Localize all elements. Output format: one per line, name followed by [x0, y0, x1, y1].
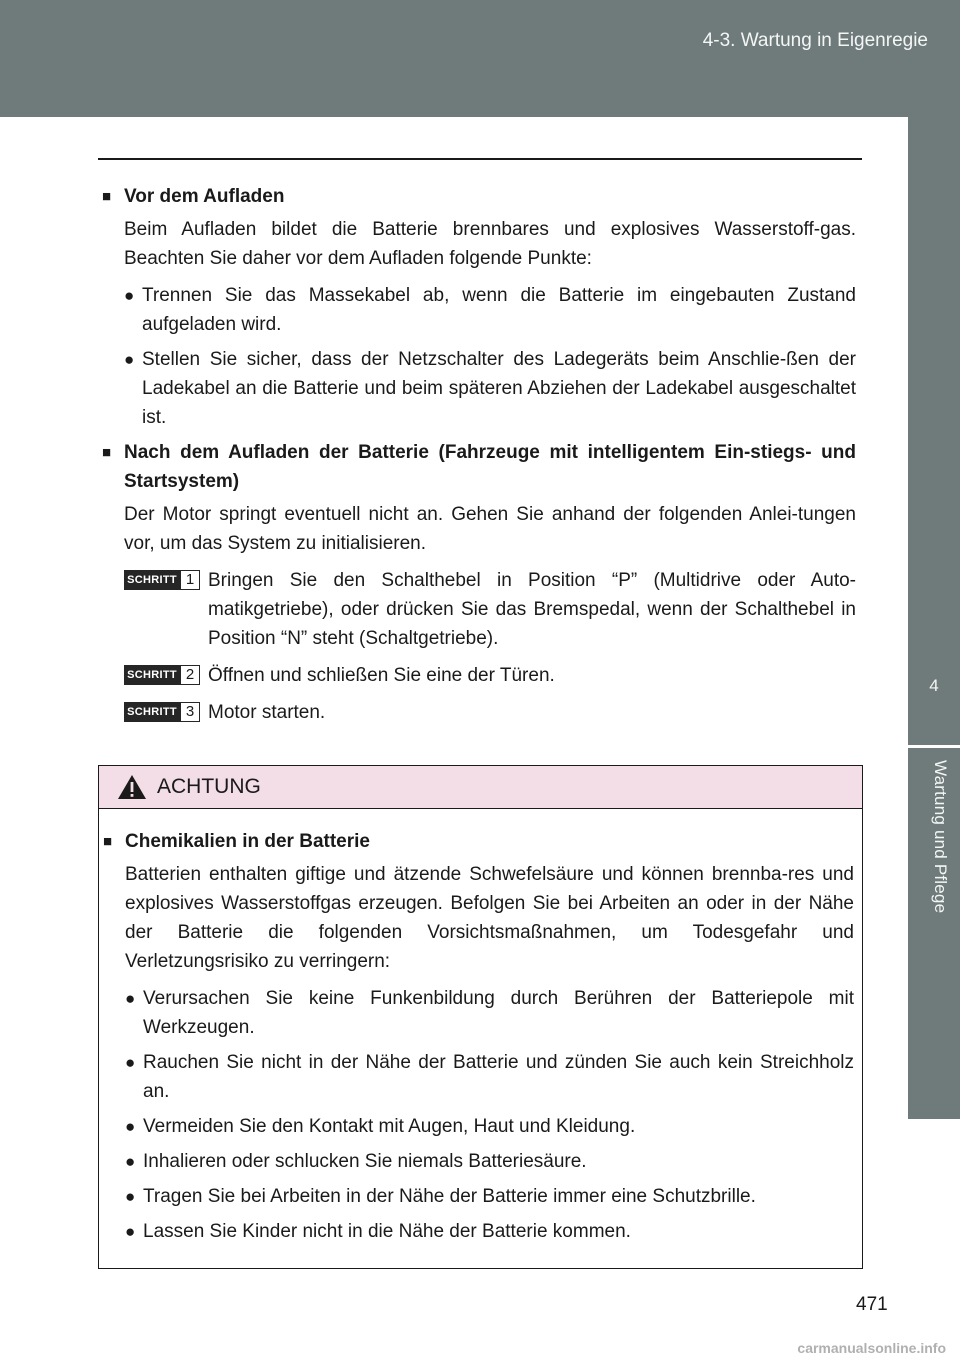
bullet-dot-icon: ●: [124, 350, 135, 369]
section-heading-before-charging: ■ Vor dem Aufladen: [102, 182, 856, 211]
main-content: [102, 182, 856, 735]
square-bullet-icon: ■: [102, 188, 112, 205]
watermark: carmanualsonline.info: [797, 1340, 946, 1356]
side-tab-number: 4: [929, 676, 939, 695]
step-item: SCHRITT 3 Motor starten.: [124, 698, 856, 727]
bullet-dot-icon: ●: [125, 1152, 136, 1171]
bullet-dot-icon: ●: [125, 989, 136, 1008]
chapter-title: 4-3. Wartung in Eigenregie: [702, 30, 928, 51]
square-bullet-icon: ■: [102, 444, 112, 461]
step-item: SCHRITT 1 Bringen Sie den Schalthebel in Position “P” (Multidrive oder Auto-matikgetriebe), oder drücken Sie das Bremspedal, wenn der Schalthebel in Position “N” steht (Schaltgetriebe).: [124, 566, 856, 653]
step-badge: SCHRITT 3: [124, 702, 200, 722]
bullet-list: [124, 281, 856, 432]
page-header: [0, 0, 960, 117]
section-text: Beim Aufladen bildet die Batterie brennbares und explosives Wasserstoff-gas. Beachten Sie daher vor dem Aufladen folgende Punkte:: [124, 219, 856, 269]
warning-triangle-icon: [117, 774, 147, 800]
list-item: ● Lassen Sie Kinder nicht in die Nähe der Batterie kommen.: [125, 1217, 854, 1246]
step-badge: SCHRITT 2: [124, 665, 200, 685]
list-item: ● Vermeiden Sie den Kontakt mit Augen, Haut und Kleidung.: [125, 1112, 854, 1141]
top-rule: [98, 158, 862, 160]
warning-header: [99, 766, 862, 809]
bullet-dot-icon: ●: [125, 1117, 136, 1136]
step-list: [124, 566, 856, 727]
section-heading-after-charging: ■ Nach dem Aufladen der Batterie (Fahrzeuge mit intelligentem Ein-stiegs- und Startsystem): [102, 438, 856, 496]
bullet-dot-icon: ●: [125, 1053, 136, 1072]
list-item: ● Inhalieren oder schlucken Sie niemals Batteriesäure.: [125, 1147, 854, 1176]
warning-heading: ■ Chemikalien in der Batterie: [103, 827, 854, 856]
warning-text: Batterien enthalten giftige und ätzende Schwefelsäure und können brennba-res und explosives Wasserstoffgas erzeugen. Befolgen Sie bei Arbeiten an oder in der Nähe der Batterie die folgenden Vorsichtsmaßnahmen, um Todesgefahr und Verletzungsrisiko zu verringern:: [125, 864, 854, 972]
list-item: ● Stellen Sie sicher, dass der Netzschalter des Ladegeräts beim Anschlie-ßen der Ladekabel an die Batterie und beim späteren Abziehen der Ladekabel ausgeschaltet ist.: [124, 345, 856, 432]
section-text: Der Motor springt eventuell nicht an. Gehen Sie anhand der folgenden Anlei-tungen vor, um das System zu initialisieren.: [124, 504, 856, 554]
bullet-dot-icon: ●: [124, 286, 135, 305]
list-item: ● Verursachen Sie keine Funkenbildung durch Berühren der Batteriepole mit Werkzeugen.: [125, 984, 854, 1042]
step-item: SCHRITT 2 Öffnen und schließen Sie eine der Türen.: [124, 661, 856, 690]
warning-bullet-list: [125, 984, 854, 1246]
list-item: ● Tragen Sie bei Arbeiten in der Nähe der Batterie immer eine Schutzbrille.: [125, 1182, 854, 1211]
warning-body: [99, 809, 862, 1246]
bullet-dot-icon: ●: [125, 1222, 136, 1241]
side-tab-label: Wartung und Pflege: [931, 760, 950, 914]
list-item: ● Trennen Sie das Massekabel ab, wenn die Batterie im eingebauten Zustand aufgeladen wird.: [124, 281, 856, 339]
bullet-dot-icon: ●: [125, 1187, 136, 1206]
page-number: 471: [856, 1294, 888, 1315]
warning-title: ACHTUNG: [157, 775, 261, 798]
square-bullet-icon: ■: [103, 833, 113, 850]
step-badge: SCHRITT 1: [124, 570, 200, 590]
warning-box: [98, 765, 863, 1269]
side-tab-divider: [908, 745, 960, 748]
side-tab: [908, 117, 960, 1119]
list-item: ● Rauchen Sie nicht in der Nähe der Batterie und zünden Sie auch kein Streichholz an.: [125, 1048, 854, 1106]
